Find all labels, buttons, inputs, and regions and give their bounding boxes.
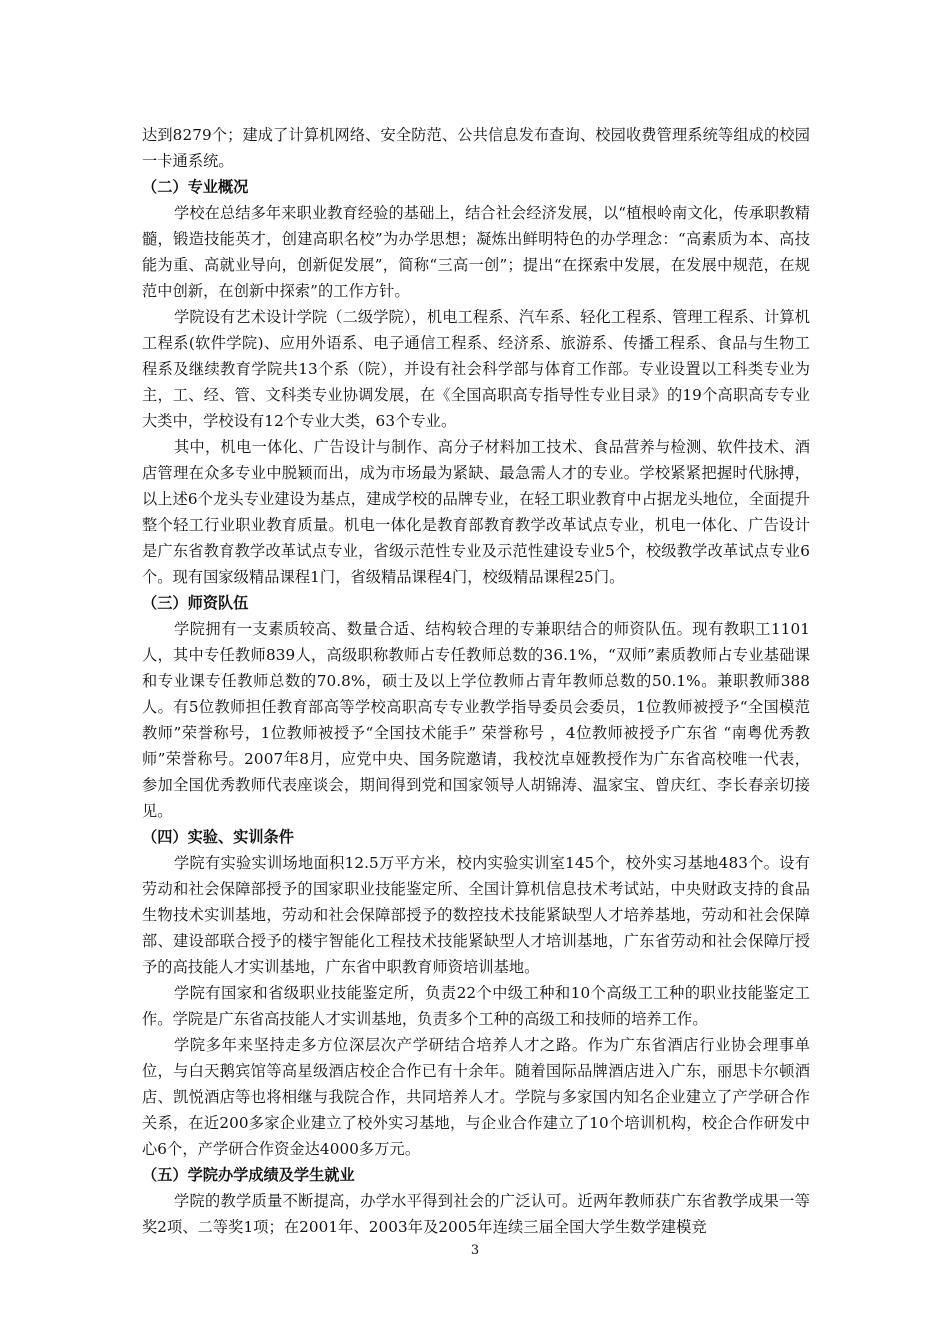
- section-heading-training-conditions: （四）实验、实训条件: [142, 828, 294, 846]
- paragraph-departments: 学院设有艺术设计学院（二级学院），机电工程系、汽车系、轻化工程系、管理工程系、计算机工程系(软件学院)、应用外语系、电子通信工程系、经济系、旅游系、传播工程系、食品与生物工程系及继续教育学院共13个系（院），并设有社会科学部与体育工作部。专业设置以工科类专业为主，工、经、管、文科类专业协调发展，在《全国高职高专指导性专业目录》的19个高职高专专业大类中，学校设有12个专业大类，63个专业。: [142, 308, 810, 430]
- section-heading-faculty: （三）师资队伍: [142, 594, 249, 612]
- section-heading-achievements: （五）学院办学成绩及学生就业: [142, 1166, 355, 1184]
- document-body: [142, 122, 810, 1240]
- page-number: 3: [470, 1243, 480, 1258]
- paragraph-key-majors: 其中，机电一体化、广告设计与制作、高分子材料加工技术、食品营养与检测、软件技术、酒店管理在众多专业中脱颖而出，成为市场最为紧缺、最急需人才的专业。学校紧紧把握时代脉搏，以上述6个龙头专业建设为基点，建成学校的品牌专业，在轻工职业教育中占据龙头地位，全面提升整个轻工行业职业教育质量。机电一体化是教育部教育教学改革试点专业，机电一体化、广告设计是广东省教育教学改革试点专业，省级示范性专业及示范性建设专业5个，校级教学改革试点专业6个。现有国家级精品课程1门，省级精品课程4门，校级精品课程25门。: [142, 438, 810, 586]
- section-heading-majors: （二）专业概况: [142, 178, 249, 196]
- paragraph-campus-card: 达到8279个；建成了计算机网络、安全防范、公共信息发布查询、校园收费管理系统等组成的校园一卡通系统。: [142, 126, 810, 170]
- paragraph-industry-cooperation: 学院多年来坚持走多方位深层次产学研结合培养人才之路。作为广东省酒店行业协会理事单位，与白天鹅宾馆等高星级酒店校企合作已有十余年。随着国际品牌酒店进入广东，丽思卡尔顿酒店、凯悦酒店等也将相继与我院合作，共同培养人才。学院与多家国内知名企业建立了产学研合作关系，在近200多家企业建立了校外实习基地，与企业合作建立了10个培训机构，校企合作研发中心6个，产学研合作资金达4000多万元。: [142, 1036, 810, 1158]
- paragraph-training-facilities: 学院有实验实训场地面积12.5万平方米，校内实验实训室145个，校外实习基地483个。设有劳动和社会保障部授予的国家职业技能鉴定所、全国计算机信息技术考试站，中央财政支持的食品生物技术实训基地，劳动和社会保障部授予的数控技术技能紧缺型人才培养基地，劳动和社会保障部、建设部联合授予的楼宇智能化工程技术技能紧缺型人才培训基地，广东省劳动和社会保障厅授予的高技能人才实训基地，广东省中职教育师资培训基地。: [142, 854, 810, 976]
- paragraph-faculty: 学院拥有一支素质较高、数量合适、结构较合理的专兼职结合的师资队伍。现有教职工1101人，其中专任教师839人，高级职称教师占专任教师总数的36.1%，“双师”素质教师占专业基础课和专业课专任教师总数的70.8%，硕士及以上学位教师占青年教师总数的50.1%。兼职教师388人。有5位教师担任教育部高等学校高职高专专业教学指导委员会委员，1位教师被授予“全国模范教师”荣誉称号，1位教师被授予“全国技术能手” 荣誉称号 ，4位教师被授予广东省 “南粤优秀教师”荣誉称号。2007年8月，应党中央、国务院邀请，我校沈卓娅教授作为广东省高校唯一代表，参加全国优秀教师代表座谈会，期间得到党和国家领导人胡锦涛、温家宝、曾庆红、李长春亲切接见。: [142, 620, 810, 820]
- paragraph-skill-appraisal: 学院有国家和省级职业技能鉴定所，负责22个中级工种和10个高级工工种的职业技能鉴定工作。学院是广东省高技能人才实训基地，负责多个工种的高级工和技师的培养工作。: [142, 984, 810, 1028]
- paragraph-school-philosophy: 学校在总结多年来职业教育经验的基础上，结合社会经济发展，以“植根岭南文化，传承职教精髓，锻造技能英才，创建高职名校”为办学思想；凝炼出鲜明特色的办学理念：“高素质为本、高技能为重、高就业导向，创新促发展”，简称“三高一创”；提出“在探索中发展，在发展中规范，在规范中创新，在创新中探索”的工作方针。: [142, 204, 810, 300]
- paragraph-achievements: 学院的教学质量不断提高，办学水平得到社会的广泛认可。近两年教师获广东省教学成果一等奖2项、二等奖1项；在2001年、2003年及2005年连续三届全国大学生数学建模竞: [142, 1192, 810, 1236]
